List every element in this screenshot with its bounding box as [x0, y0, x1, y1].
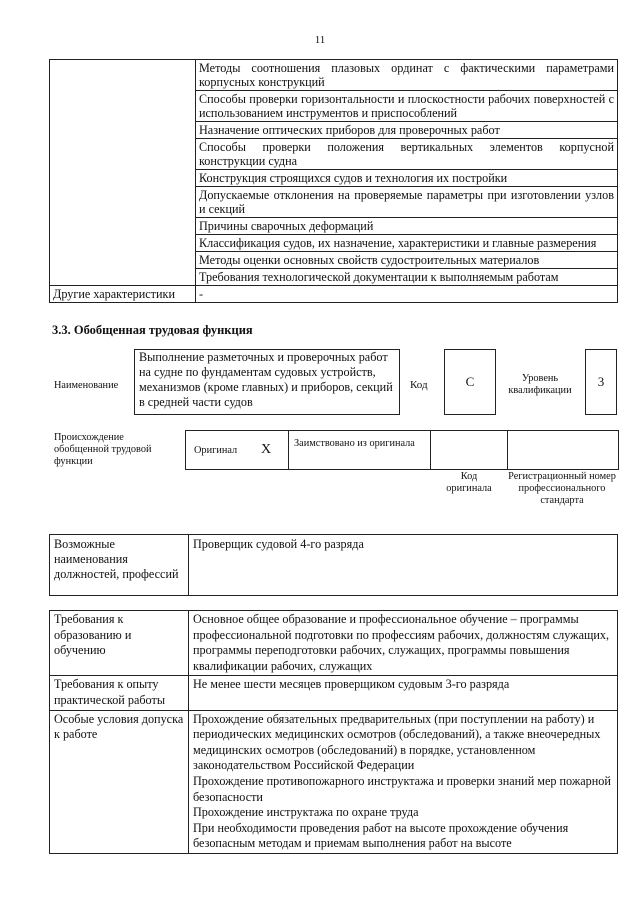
admission-item: При необходимости проведения работ на высоте прохождение обучения безопасным методам и приемам выполнения работ на высоте — [193, 820, 569, 851]
function-name-box: Выполнение разметочных и проверочных работ на судне по фундаментам судовых устройств, механизмов (кроме главных) и приборов, секций в средней части судов — [134, 349, 400, 415]
admission-value — [189, 710, 618, 853]
divider — [430, 431, 431, 469]
admission-item: Прохождение противопожарного инструктажа и проверки знаний мер пожарной безопасности — [193, 773, 611, 804]
code-label: Код — [410, 379, 428, 391]
other-characteristics-label: Другие характеристики — [50, 286, 196, 303]
positions-table — [49, 534, 618, 596]
name-label: Наименование — [54, 380, 119, 391]
original-label: Оригинал — [194, 445, 238, 456]
divider — [507, 431, 508, 469]
table-row — [50, 535, 618, 596]
experience-value: Не менее шести месяцев проверщиком судовым 3-го разряда — [189, 676, 618, 710]
knowledge-item: Классификация судов, их назначение, характеристики и главные размерения — [196, 235, 618, 252]
admission-item: Прохождение обязательных предварительных (при поступлении на работу) и периодических медицинских осмотров (обследований), а также внеочередных медицинских осмотров (обследований) в порядке, установленном законодательством Российской Федерации — [193, 711, 601, 773]
knowledge-table — [49, 59, 618, 303]
knowledge-item: Назначение оптических приборов для проверочных работ — [196, 122, 618, 139]
table-row — [50, 60, 618, 91]
knowledge-item: Методы соотношения плазовых ординат с фактическими параметрами корпусных конструкций — [196, 60, 618, 91]
code-original-caption: Код оригинала — [446, 471, 492, 494]
borrowed-label: Заимствовано из оригинала — [294, 438, 415, 449]
code-value-box: C — [444, 349, 496, 415]
knowledge-item: Методы оценки основных свойств судостроительных материалов — [196, 252, 618, 269]
reg-number-caption: Регистрационный номер профессионального стандарта — [508, 471, 616, 506]
knowledge-item: Допускаемые отклонения на проверяемые параметры при изготовлении узлов и секций — [196, 187, 618, 218]
level-label: Уровень квалификации — [508, 373, 572, 396]
positions-value: Проверщик судовой 4-го разряда — [189, 535, 618, 596]
table-row — [50, 676, 618, 710]
origin-label: Происхождение обобщенной трудовой функции — [54, 432, 152, 467]
knowledge-item: Способы проверки горизонтальности и плоскостности рабочих поверхностей с использованием инструментов и приспособлений — [196, 91, 618, 122]
admission-item: Прохождение инструктажа по охране труда — [193, 805, 419, 820]
admission-label: Особые условия допуска к работе — [50, 710, 189, 853]
positions-label: Возможные наименования должностей, профессий — [50, 535, 189, 596]
knowledge-item: Конструкция строящихся судов и технология их постройки — [196, 170, 618, 187]
knowledge-item: Требования технологической документации к выполняемым работам — [196, 269, 618, 286]
divider — [288, 431, 289, 469]
requirements-table — [49, 610, 618, 854]
knowledge-item: Причины сварочных деформаций — [196, 218, 618, 235]
knowledge-label-cell — [50, 60, 196, 286]
knowledge-item: Способы проверки положения вертикальных элементов корпусной конструкции судна — [196, 139, 618, 170]
other-characteristics-value: - — [196, 286, 618, 303]
education-label: Требования к образованию и обучению — [50, 611, 189, 676]
section-title: 3.3. Обобщенная трудовая функция — [52, 323, 253, 337]
table-row — [50, 611, 618, 676]
original-mark: X — [261, 442, 272, 457]
education-value: Основное общее образование и профессиональное обучение – программы профессиональной подготовки по профессиям рабочих, должностям служащих, программы переподготовки рабочих, служащих, программы повышения квалификации рабочих, служащих — [189, 611, 618, 676]
table-row — [50, 286, 618, 303]
table-row — [50, 710, 618, 853]
origin-box — [185, 430, 619, 470]
level-value-box: 3 — [585, 349, 617, 415]
page-number: 11 — [314, 34, 326, 46]
experience-label: Требования к опыту практической работы — [50, 676, 189, 710]
